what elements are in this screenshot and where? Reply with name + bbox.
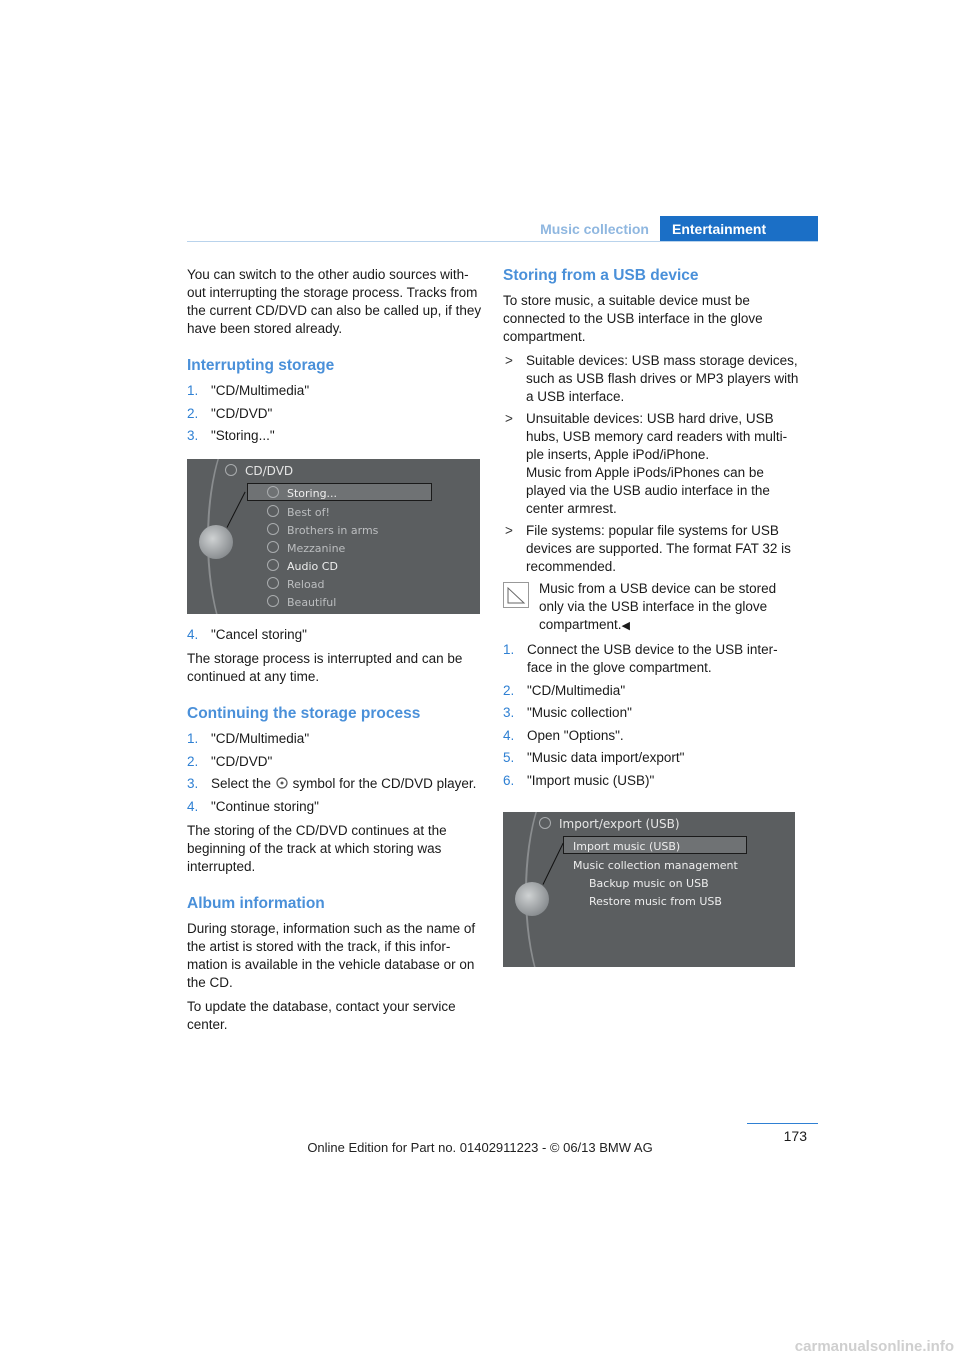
screen-item: Mezzanine	[267, 540, 345, 558]
continue-result-paragraph: The storing of the CD/DVD continues at the beginning of the track at which storing was interrupted.	[187, 822, 447, 874]
note-triangle-icon	[503, 582, 529, 608]
screen-item: Restore music from USB	[589, 894, 722, 908]
list-item: > Suitable devices: USB mass storage devices, such as USB flash drives or MP3 players with a USB interface.	[505, 353, 799, 404]
page-number: 173	[783, 1128, 807, 1144]
usb-steps	[503, 641, 803, 790]
list-item: 1. "CD/Multimedia"	[187, 731, 310, 746]
right-column	[503, 266, 803, 979]
disc-icon	[267, 505, 279, 517]
screen-item: Import music (USB)	[573, 839, 681, 853]
import-export-screen-image	[503, 812, 795, 967]
list-item: > File systems: popular file systems for USB devices are supported. The format FAT 32 is recommended.	[505, 523, 791, 574]
screen-title: Import/export (USB)	[539, 815, 680, 833]
list-item: 4. "Cancel storing"	[187, 627, 307, 642]
heading-continuing-storage: Continuing the storage process	[187, 705, 421, 722]
disc-icon	[267, 577, 279, 589]
cd-symbol-icon	[275, 777, 289, 789]
continuing-steps	[187, 730, 483, 816]
screen-item: Reload	[267, 576, 324, 594]
disc-icon	[267, 486, 279, 498]
screen-item: Music collection management	[573, 858, 738, 872]
interrupt-result-paragraph: The storage process is interrupted and can be continued at any time.	[187, 651, 463, 684]
controller-knob	[515, 882, 549, 916]
screen-item: Best of!	[267, 504, 330, 522]
heading-album-information: Album information	[187, 894, 325, 912]
screen-item: Audio CD	[267, 558, 338, 576]
screen-item: Storing...	[267, 485, 337, 503]
list-item: 4. Open "Options".	[503, 727, 624, 743]
list-item: 1. Connect the USB device to the USB inter-face in the glove compartment.	[503, 642, 778, 675]
list-item: 2. "CD/DVD"	[187, 753, 273, 769]
note-block: Music from a USB device can be stored only via the USB interface in the glove compartment.◀	[503, 580, 803, 635]
watermark: carmanualsonline.info	[794, 1338, 954, 1355]
list-item: > Unsuitable devices: USB hard drive, USB hubs, USB memory card readers with multi-ple inserts, Apple iPod/iPhone. Music from Apple iPods/iPhones can be played via the USB audio interface in the center armrest.	[505, 411, 788, 516]
chapter-tab: Entertainment	[660, 216, 818, 242]
list-item: 3. "Music collection"	[503, 705, 632, 720]
page-number-rule	[747, 1123, 818, 1124]
heading-interrupting-storage: Interrupting storage	[187, 357, 335, 374]
running-header-section: Music collection	[540, 221, 649, 237]
screen-item: Brothers in arms	[267, 522, 378, 540]
cd-dvd-screen-image	[187, 459, 480, 614]
usb-intro-paragraph: To store music, a suitable device must be connected to the USB interface in the glove compartment.	[503, 293, 763, 344]
list-item: 1. "CD/Multimedia"	[187, 383, 310, 398]
list-item: 4. "Continue storing"	[187, 798, 319, 814]
footer-edition-text: Online Edition for Part no. 01402911223 - © 06/13 BMW AG	[307, 1140, 653, 1155]
disc-icon	[267, 559, 279, 571]
list-item: 2. "CD/Multimedia"	[503, 682, 626, 698]
left-column	[187, 266, 483, 1040]
disc-icon	[267, 595, 279, 607]
list-item: 2. "CD/DVD"	[187, 405, 273, 421]
screen-item: Backup music on USB	[589, 876, 709, 890]
disc-icon	[225, 464, 237, 476]
screen-item: Beautiful	[267, 594, 336, 612]
heading-storing-from-usb: Storing from a USB device	[503, 267, 699, 284]
list-item: 3. Select the symbol for the CD/DVD player.	[187, 776, 477, 791]
usb-icon	[539, 817, 551, 829]
intro-paragraph: You can switch to the other audio sources with-out interrupting the storage process. Tracks from the current CD/DVD can also be called up, if they have been stored already.	[187, 267, 482, 336]
screen-title: CD/DVD	[225, 462, 293, 480]
album-paragraph-1: During storage, information such as the name of the artist is stored with the track, if this infor-mation is available in the vehicle database or on the CD.	[187, 920, 476, 990]
header-rule	[187, 241, 818, 242]
list-item: 6. "Import music (USB)"	[503, 772, 655, 788]
list-item: 3. "Storing..."	[187, 428, 275, 443]
list-item: 5. "Music data import/export"	[503, 750, 685, 765]
disc-icon	[267, 523, 279, 535]
controller-knob	[199, 525, 233, 559]
album-paragraph-2: To update the database, contact your service center.	[187, 998, 456, 1032]
disc-icon	[267, 541, 279, 553]
interrupting-steps	[187, 382, 483, 445]
